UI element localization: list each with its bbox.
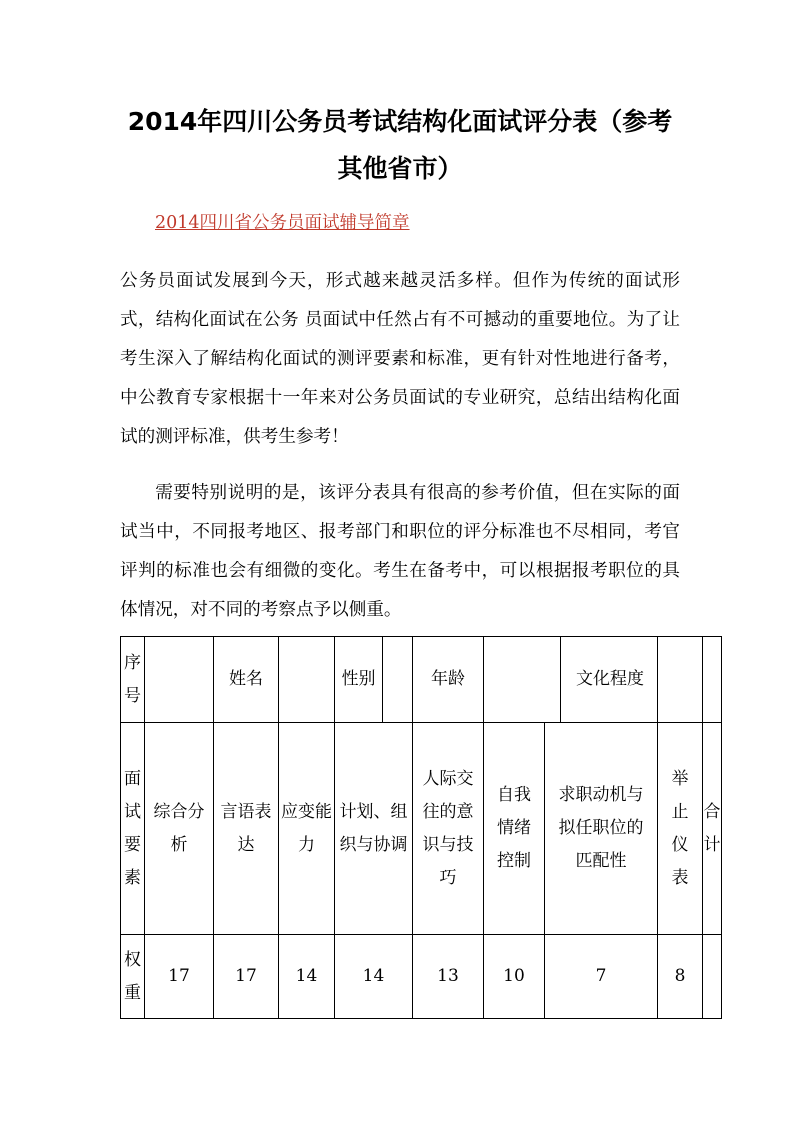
weight-interpersonal-skills: 13 [413, 935, 484, 1019]
element-comprehensive-analysis: 综合分析 [145, 723, 214, 935]
weight-demeanor: 8 [658, 935, 703, 1019]
element-job-motivation-match: 求职动机与拟任职位的匹配性 [545, 723, 658, 935]
department-cell[interactable] [703, 637, 722, 723]
elements-label: 面试要素 [121, 723, 145, 935]
element-emotional-control: 自我情绪控制 [484, 723, 545, 935]
element-adaptability: 应变能力 [279, 723, 335, 935]
info-row [121, 637, 722, 723]
document-title: 2014年四川公务员考试结构化面试评分表（参考其他省市） [127, 107, 673, 183]
element-interpersonal-skills: 人际交往的意识与技巧 [413, 723, 484, 935]
interview-score-table [120, 636, 722, 1019]
weight-total-cell[interactable] [703, 935, 722, 1019]
weight-emotional-control: 10 [484, 935, 545, 1019]
weight-planning-coordination: 14 [335, 935, 413, 1019]
weights-row [121, 935, 722, 1019]
intro-paragraph: 公务员面试发展到今天，形式越来越灵活多样。但作为传统的面试形式，结构化面试在公务 员面试中任然占有不可撼动的重要地位。为了让考生深入了解结构化面试的测评要素和标准，更有针对性地进行备考，中公教育专家根据十一年来对公务员面试的专业研究，总结出结构化面试的测评标准，供考生参考！ [120, 271, 680, 447]
weight-job-motivation-match: 7 [545, 935, 658, 1019]
element-demeanor: 举止仪表 [658, 723, 703, 935]
gender-label: 性别 [335, 637, 383, 723]
element-verbal-expression: 言语表达 [214, 723, 279, 935]
education-value-cell[interactable] [658, 637, 703, 723]
guide-link[interactable]: 2014四川省公务员面试辅导简章 [155, 213, 410, 233]
element-total: 合计 [703, 723, 722, 935]
element-planning-coordination: 计划、组织与协调 [335, 723, 413, 935]
elements-row [121, 723, 722, 935]
name-value-cell[interactable] [279, 637, 335, 723]
name-label: 姓名 [214, 637, 279, 723]
weight-comprehensive-analysis: 17 [145, 935, 214, 1019]
weight-verbal-expression: 17 [214, 935, 279, 1019]
seq-value-cell[interactable] [145, 637, 214, 723]
age-label: 年龄 [413, 637, 484, 723]
note-paragraph: 需要特别说明的是，该评分表具有很高的参考价值，但在实际的面试当中，不同报考地区、报考部门和职位的评分标准也不尽相同，考官评判的标准也会有细微的变化。考生在备考中，可以根据报考职位的具体情况，对不同的考察点予以侧重。 [120, 483, 680, 620]
weight-adaptability: 14 [279, 935, 335, 1019]
weights-label: 权重 [121, 935, 145, 1019]
seq-label: 序号 [121, 637, 145, 723]
education-label: 文化程度 [561, 637, 658, 723]
age-value-cell[interactable] [484, 637, 561, 723]
gender-value-cell[interactable] [383, 637, 413, 723]
